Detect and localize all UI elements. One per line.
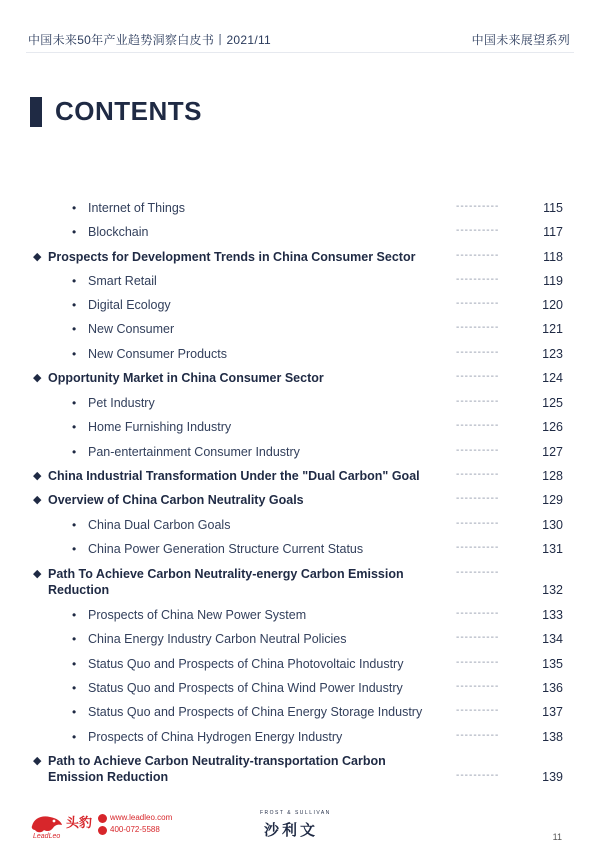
toc-entry-title: Digital Ecology (88, 298, 171, 312)
leadleo-logo-icon (30, 812, 64, 834)
toc-page-number: 138 (542, 730, 563, 744)
header-left-title: 中国未来50年产业趋势洞察白皮书丨2021/11 (28, 33, 272, 47)
toc-leader-dashes: ---------- (456, 770, 500, 781)
diamond-bullet-icon: ◆ (33, 494, 42, 506)
toc-leader-dashes: ---------- (456, 445, 500, 456)
toc-entry-title-continued: Reduction (48, 583, 110, 597)
dot-bullet-icon: • (72, 201, 77, 215)
dot-bullet-icon: • (72, 225, 77, 239)
toc-page-number: 117 (543, 225, 563, 239)
diamond-bullet-icon: ◆ (33, 251, 42, 263)
toc-leader-dashes: ---------- (456, 225, 500, 236)
toc-page-number: 129 (542, 493, 563, 507)
diamond-bullet-icon: ◆ (33, 755, 42, 767)
toc-page-number: 124 (542, 371, 563, 385)
diamond-bullet-icon: ◆ (33, 470, 42, 482)
toc-subsection-entry[interactable] (0, 396, 600, 416)
toc-page-number: 125 (542, 396, 563, 410)
contents-heading (30, 96, 202, 127)
toc-leader-dashes: ---------- (456, 250, 500, 261)
toc-page-number: 131 (542, 542, 563, 556)
toc-subsection-entry[interactable] (0, 657, 600, 677)
toc-section-entry[interactable] (0, 250, 600, 270)
toc-entry-title: Status Quo and Prospects of China Energy Storage Industry (88, 705, 423, 719)
toc-entry-title: Status Quo and Prospects of China Photovoltaic Industry (88, 657, 404, 671)
toc-leader-dashes: ---------- (456, 347, 500, 358)
toc-page-number: 123 (542, 347, 563, 361)
toc-leader-dashes: ---------- (456, 396, 500, 407)
toc-entry-title: Prospects of China New Power System (88, 608, 307, 622)
toc-leader-dashes: ---------- (456, 657, 500, 668)
toc-page-number: 121 (542, 322, 563, 336)
toc-page-number: 139 (542, 770, 563, 784)
dot-bullet-icon: • (72, 608, 77, 622)
toc-entry-title-continued: Emission Reduction (48, 770, 169, 784)
toc-leader-dashes: ---------- (456, 493, 500, 504)
dot-bullet-icon: • (72, 298, 77, 312)
toc-leader-dashes: ---------- (456, 420, 500, 431)
toc-page-number: 127 (542, 445, 563, 459)
toc-leader-dashes: ---------- (456, 274, 500, 285)
phone-number: 400-072-5588 (110, 825, 160, 834)
toc-page-number: 118 (543, 250, 563, 264)
toc-page-number: 120 (542, 298, 563, 312)
toc-entry-title: Path To Achieve Carbon Neutrality-energy Carbon Emission (48, 567, 404, 581)
toc-subsection-entry[interactable] (0, 542, 600, 562)
toc-subsection-entry[interactable] (0, 445, 600, 465)
toc-entry-title: China Energy Industry Carbon Neutral Policies (88, 632, 347, 646)
toc-subsection-entry[interactable] (0, 298, 600, 318)
dot-bullet-icon: • (72, 518, 77, 532)
toc-entry-title: China Power Generation Structure Current Status (88, 542, 364, 556)
toc-entry-title: Blockchain (88, 225, 149, 239)
toc-leader-dashes: ---------- (456, 518, 500, 529)
toc-section-entry[interactable] (0, 493, 600, 513)
toc-subsection-entry[interactable] (0, 730, 600, 750)
toc-entry-title: Prospects for Development Trends in China Consumer Sector (48, 250, 416, 264)
toc-section-entry[interactable] (0, 371, 600, 391)
toc-entry-title: China Dual Carbon Goals (88, 518, 231, 532)
toc-subsection-entry[interactable] (0, 201, 600, 221)
toc-page-number: 134 (542, 632, 563, 646)
toc-leader-dashes: ---------- (456, 632, 500, 643)
header-series-name: 中国未来展望系列 (471, 33, 570, 47)
toc-entry-title: Prospects of China Hydrogen Energy Industry (88, 730, 343, 744)
toc-subsection-entry[interactable] (0, 681, 600, 701)
toc-leader-dashes: ---------- (456, 730, 500, 741)
toc-page-number: 137 (542, 705, 563, 719)
page-number: 11 (552, 832, 562, 842)
partner-name-cn: 沙利文 (264, 822, 319, 839)
brand-name-en: LeadLeo (33, 833, 61, 840)
toc-entry-title: Internet of Things (88, 201, 186, 215)
footer (0, 806, 600, 856)
toc-entry-title: Overview of China Carbon Neutrality Goals (48, 493, 304, 507)
toc-subsection-entry[interactable] (0, 420, 600, 440)
toc-leader-dashes: ---------- (456, 705, 500, 716)
diamond-bullet-icon: ◆ (33, 568, 42, 580)
toc-subsection-entry[interactable] (0, 347, 600, 367)
toc-subsection-entry[interactable] (0, 274, 600, 294)
dot-bullet-icon: • (72, 730, 77, 744)
toc-leader-dashes: ---------- (456, 201, 500, 212)
toc-entry-title: Path to Achieve Carbon Neutrality-transportation Carbon (48, 754, 386, 768)
toc-entry-title: Smart Retail (88, 274, 157, 288)
dot-bullet-icon: • (72, 322, 77, 336)
dot-bullet-icon: • (72, 420, 77, 434)
dot-bullet-icon: • (72, 657, 77, 671)
globe-icon (98, 814, 107, 823)
toc-subsection-entry[interactable] (0, 322, 600, 342)
toc-section-entry[interactable] (0, 754, 600, 794)
toc-entry-title: Status Quo and Prospects of China Wind Power Industry (88, 681, 403, 695)
toc-leader-dashes: ---------- (456, 469, 500, 480)
toc-page-number: 135 (542, 657, 563, 671)
toc-leader-dashes: ---------- (456, 567, 500, 578)
toc-page-number: 136 (542, 681, 563, 695)
dot-bullet-icon: • (72, 274, 77, 288)
header-divider (26, 52, 574, 53)
toc-page-number: 132 (542, 583, 563, 597)
toc-entry-title: Pan-entertainment Consumer Industry (88, 445, 300, 459)
toc-entry-title: China Industrial Transformation Under the "Dual Carbon" Goal (48, 469, 420, 483)
page-title: CONTENTS (55, 96, 202, 126)
toc-subsection-entry[interactable] (0, 518, 600, 538)
toc-leader-dashes: ---------- (456, 681, 500, 692)
dot-bullet-icon: • (72, 632, 77, 646)
toc-page-number: 133 (542, 608, 563, 622)
dot-bullet-icon: • (72, 542, 77, 556)
dot-bullet-icon: • (72, 705, 77, 719)
website-link[interactable]: www.leadleo.com (110, 813, 173, 822)
toc-entry-title: Opportunity Market in China Consumer Sector (48, 371, 324, 385)
toc-leader-dashes: ---------- (456, 322, 500, 333)
heading-accent-bar (30, 97, 42, 127)
toc-entry-title: Home Furnishing Industry (88, 420, 232, 434)
toc-subsection-entry[interactable] (0, 632, 600, 652)
toc-page-number: 130 (542, 518, 563, 532)
toc-subsection-entry[interactable] (0, 225, 600, 245)
toc-entry-title: New Consumer (88, 322, 175, 336)
phone-icon (98, 826, 107, 835)
toc-leader-dashes: ---------- (456, 608, 500, 619)
toc-page-number: 128 (542, 469, 563, 483)
toc-entry-title: New Consumer Products (88, 347, 227, 361)
toc-section-entry[interactable] (0, 469, 600, 489)
toc-leader-dashes: ---------- (456, 371, 500, 382)
toc-section-entry[interactable] (0, 567, 600, 607)
toc-entry-title: Pet Industry (88, 396, 155, 410)
dot-bullet-icon: • (72, 347, 77, 361)
partner-name-en: FROST & SULLIVAN (260, 810, 331, 816)
dot-bullet-icon: • (72, 396, 77, 410)
toc-subsection-entry[interactable] (0, 608, 600, 628)
toc-leader-dashes: ---------- (456, 298, 500, 309)
toc-leader-dashes: ---------- (456, 542, 500, 553)
toc-subsection-entry[interactable] (0, 705, 600, 725)
toc-page-number: 115 (543, 201, 563, 215)
toc-page-number: 126 (542, 420, 563, 434)
dot-bullet-icon: • (72, 681, 77, 695)
toc-page-number: 119 (543, 274, 563, 288)
diamond-bullet-icon: ◆ (33, 372, 42, 384)
dot-bullet-icon: • (72, 445, 77, 459)
brand-name-cn: 头豹 (66, 815, 93, 830)
